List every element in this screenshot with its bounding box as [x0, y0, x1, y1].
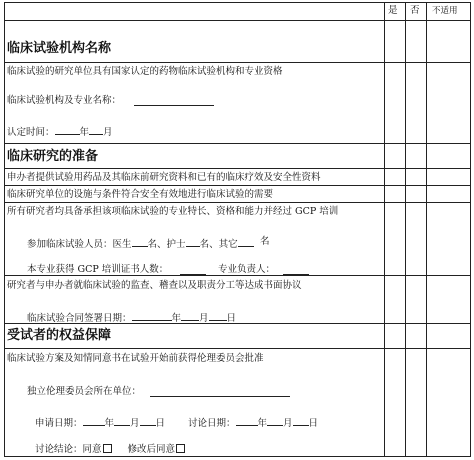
- ethics-unit-field[interactable]: [150, 387, 290, 397]
- column-header-yes: 是: [388, 5, 398, 16]
- cert-year-field[interactable]: [55, 125, 80, 135]
- contract-date-row: [27, 311, 236, 324]
- unit-text: 名、: [199, 239, 219, 250]
- unit-text: 名、: [147, 239, 167, 250]
- discuss-month-field[interactable]: [267, 416, 283, 426]
- year-unit: 年: [104, 418, 115, 429]
- apply-day-field[interactable]: [140, 416, 156, 426]
- conclusion-label: 讨论结论：: [35, 444, 83, 455]
- department-head-field[interactable]: [283, 265, 309, 275]
- column-header-na: 不适用: [432, 6, 458, 16]
- apply-month-field[interactable]: [114, 416, 130, 426]
- department-head-label: 专业负责人：: [218, 264, 276, 275]
- day-unit: 日: [155, 418, 166, 429]
- prep-item-agreement: 研究者与申办者就临床试验的监查、稽查以及职责分工等达成书面协议: [7, 280, 302, 291]
- modify-agree-checkbox[interactable]: [176, 444, 185, 453]
- doctor-count-field[interactable]: [132, 237, 148, 247]
- other-label: 其它: [218, 239, 238, 250]
- row-line: [4, 202, 471, 203]
- column-header-no: 否: [410, 5, 420, 16]
- row-line: [4, 348, 471, 349]
- apply-year-field[interactable]: [83, 416, 105, 426]
- contract-month-field[interactable]: [181, 311, 199, 321]
- section-title-subject-rights: 受试者的权益保障: [7, 328, 112, 343]
- institution-qualification-text: 临床试验的研究单位具有国家认定的药物临床试验机构和专业资格: [7, 66, 283, 77]
- participants-label: 参加临床试验人员：: [27, 239, 113, 250]
- day-unit: 日: [308, 418, 319, 429]
- discuss-date-label: 讨论日期：: [188, 418, 236, 429]
- cert-time-label: [7, 125, 113, 138]
- prep-item-sponsor-materials: 申办者提供试验用药品及其临床前研究资料和已有的临床疗效及安全性资料: [7, 172, 321, 183]
- nurse-count-field[interactable]: [186, 237, 200, 247]
- other-count-field[interactable]: [238, 237, 254, 247]
- col-divider-yes: [384, 2, 385, 457]
- month-unit: 月: [103, 127, 113, 138]
- gcp-cert-count-field[interactable]: [180, 265, 206, 275]
- gcp-row: [27, 265, 168, 275]
- year-unit: 年: [257, 418, 268, 429]
- col-divider-no: [405, 2, 406, 457]
- apply-date-label: 申请日期：: [35, 418, 83, 429]
- contract-date-label: 临床试验合同签署日期：: [27, 313, 132, 324]
- row-line: [4, 62, 471, 63]
- participants-row: [27, 237, 254, 250]
- doctor-label: 医生: [112, 239, 132, 250]
- gcp-cert-label: 本专业获得 GCP 培训证书人数：: [27, 264, 169, 275]
- contract-day-field[interactable]: [209, 311, 227, 321]
- apply-date-row: [35, 416, 165, 429]
- prep-item-facilities: 临床研究单位的设施与条件符合安全有效地进行临床试验的需要: [7, 189, 274, 200]
- year-unit: 年: [79, 127, 90, 138]
- modify-agree-option-label: 修改后同意: [127, 444, 176, 455]
- section-title-preparation: 临床研究的准备: [7, 149, 99, 164]
- section-title-institution: 临床试验机构名称: [7, 41, 112, 56]
- prep-item-investigators: 所有研究者均具备承担该项临床试验的专业特长、资格和能力并经过 GCP 培训: [7, 206, 339, 217]
- ethics-approval-item: 临床试验方案及知情同意书在试验开始前获得伦理委员会批准: [7, 353, 264, 364]
- year-unit: 年: [171, 313, 182, 324]
- conclusion-row: [35, 444, 185, 455]
- cert-time-label-text: 认定时间：: [7, 127, 55, 138]
- contract-year-field[interactable]: [132, 311, 172, 321]
- discuss-date-row: [188, 416, 318, 429]
- discuss-year-field[interactable]: [236, 416, 258, 426]
- day-unit: 日: [226, 313, 237, 324]
- unit-text: 名: [260, 236, 270, 247]
- agree-checkbox[interactable]: [103, 444, 112, 453]
- row-line: [4, 20, 471, 21]
- nurse-label: 护士: [166, 239, 186, 250]
- month-unit: 月: [130, 418, 140, 429]
- col-divider-na: [426, 2, 427, 457]
- ethics-unit-label: 独立伦理委员会所在单位：: [27, 386, 142, 397]
- month-unit: 月: [199, 313, 209, 324]
- row-line: [4, 143, 471, 144]
- agree-option-label: 同意: [82, 444, 102, 455]
- row-line: [4, 168, 471, 169]
- row-line: [4, 185, 471, 186]
- row-line: [4, 275, 471, 276]
- institution-name-field[interactable]: [134, 96, 214, 106]
- month-unit: 月: [283, 418, 293, 429]
- cert-month-field[interactable]: [89, 125, 103, 135]
- institution-name-label: 临床试验机构及专业名称：: [7, 95, 122, 106]
- discuss-day-field[interactable]: [293, 416, 309, 426]
